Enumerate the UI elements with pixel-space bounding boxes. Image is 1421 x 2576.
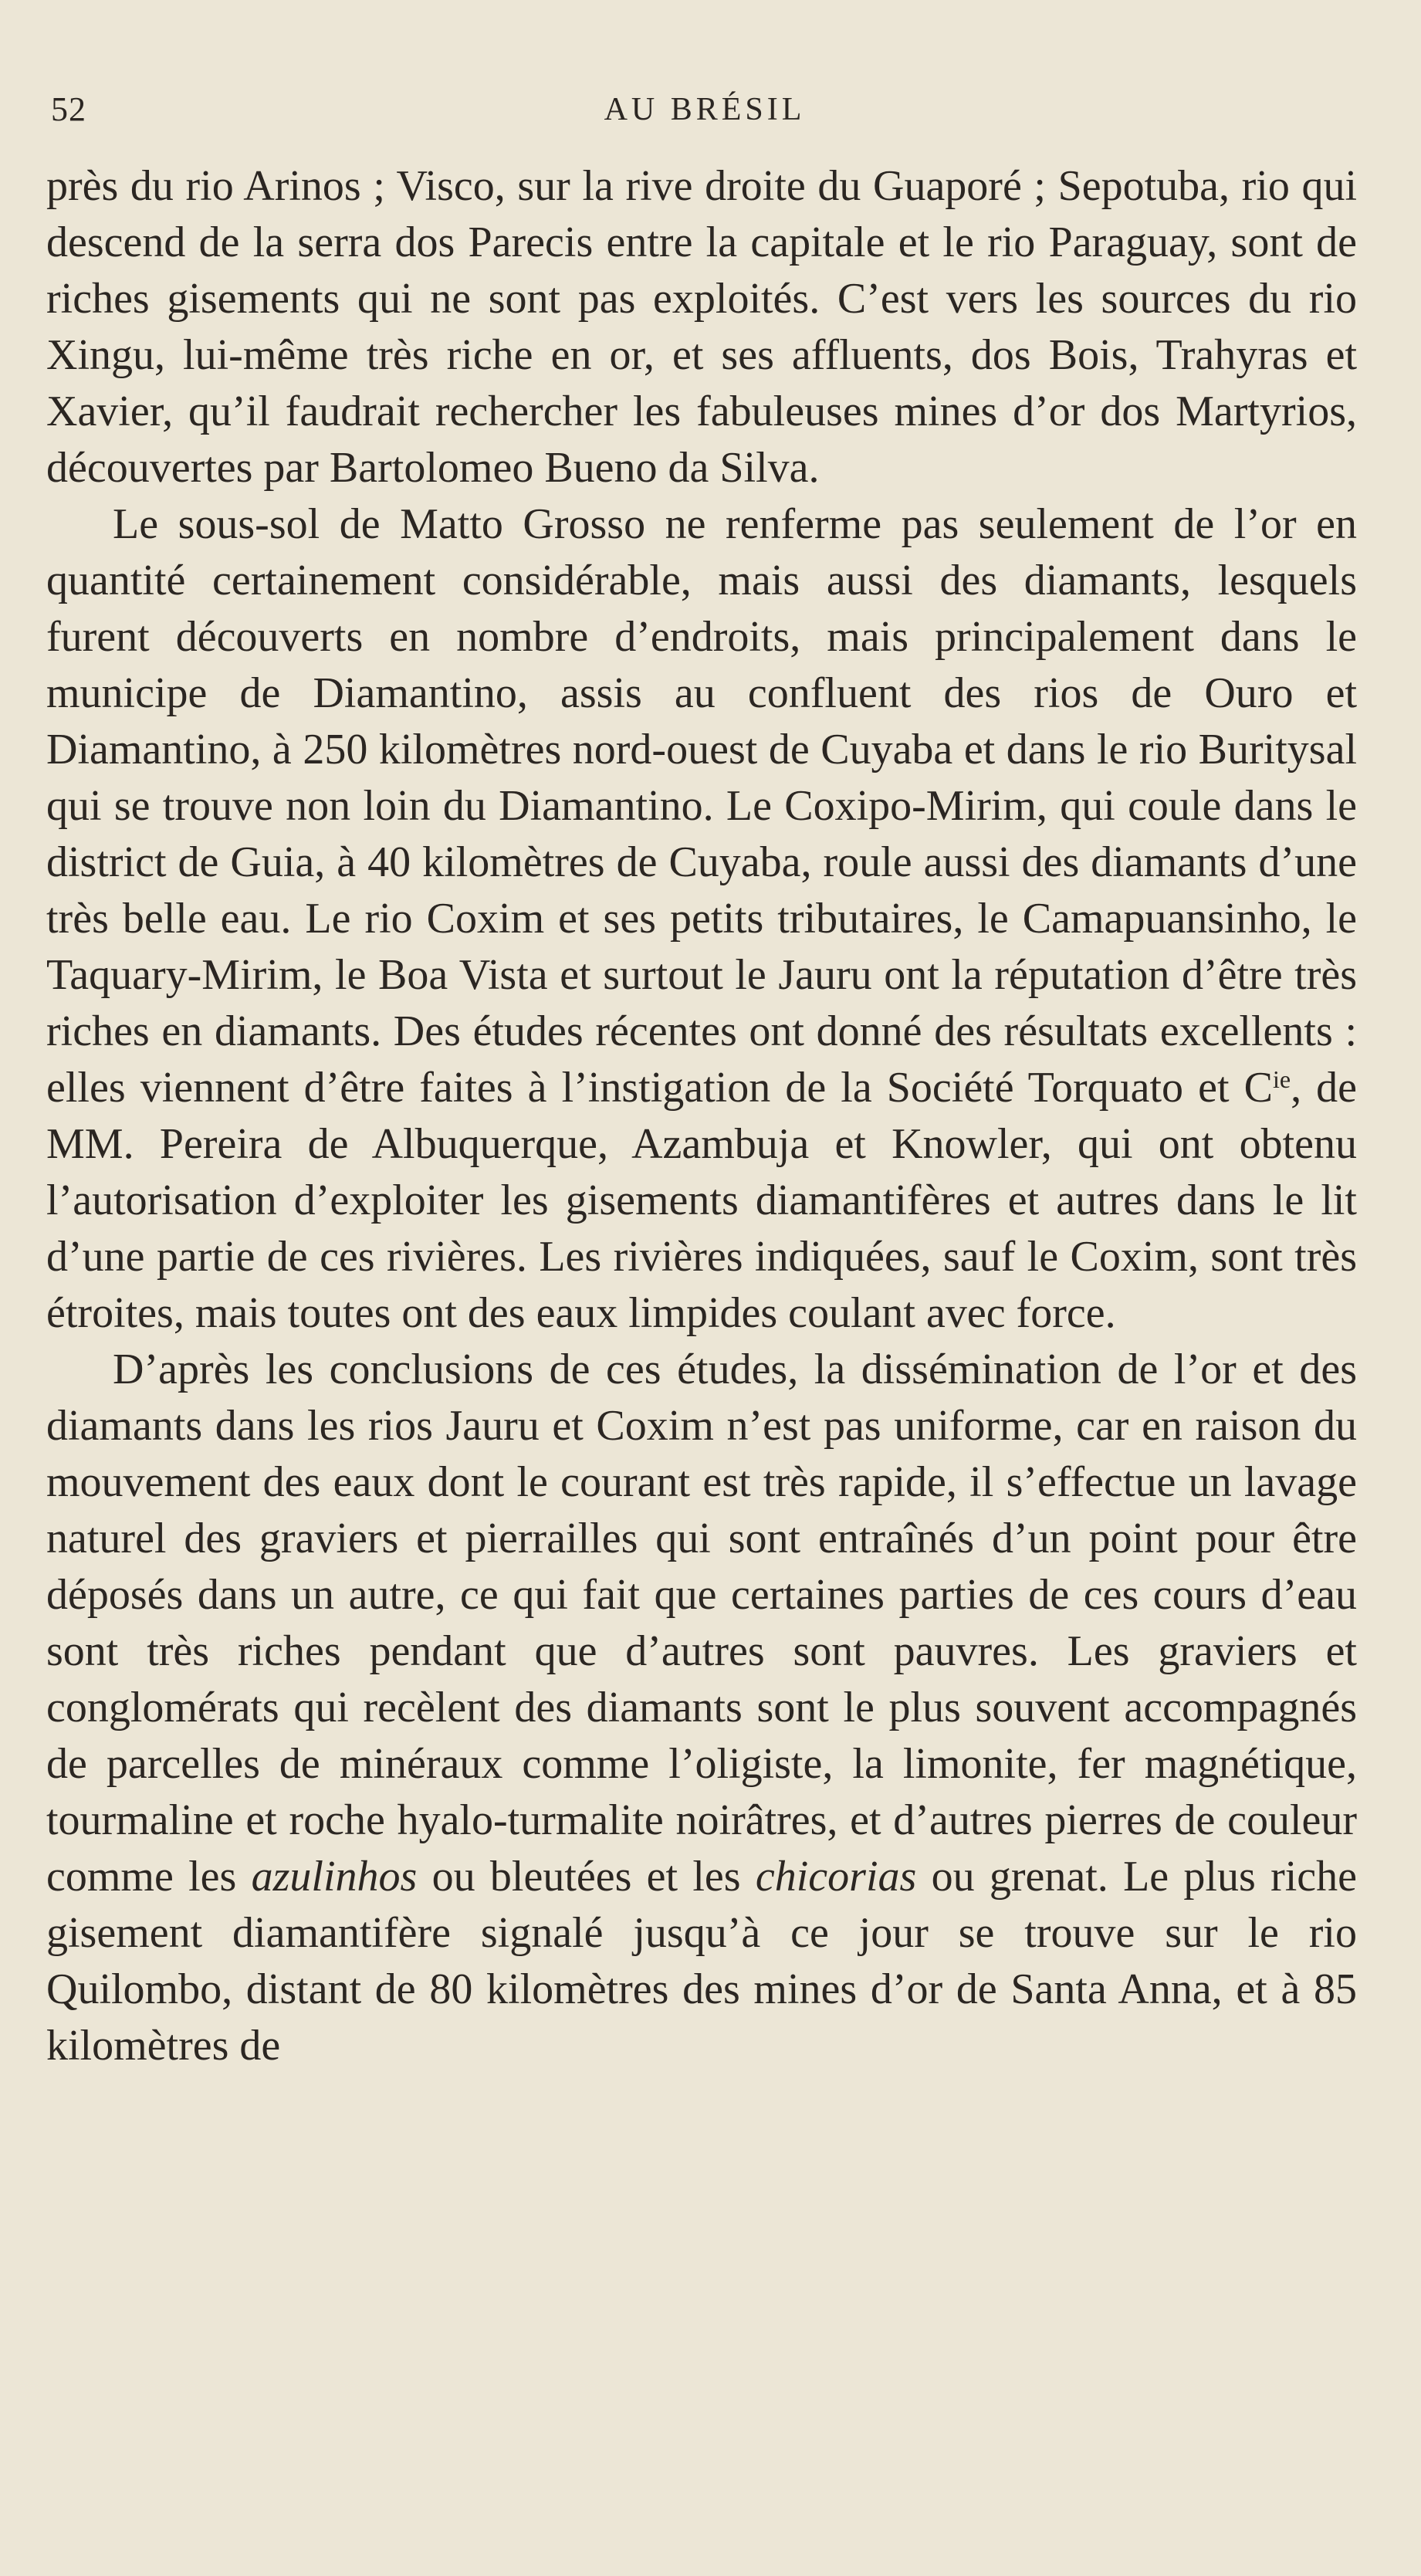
paragraph-1: près du rio Arinos ; Visco, sur la rive droite du Guaporé ; Sepotuba, rio qui descend de la serra dos Parecis entre la capitale et le rio Paraguay, sont de riches gisements qui ne sont pas exploités. C’est vers les sources du rio Xingu, lui-même très riche en or, et ses affluents, dos Bois, Trahyras et Xavier, qu’il faudrait rechercher les fabuleuses mines d’or dos Martyrios, découvertes par Bartolomeo Bueno da Silva.: [46, 162, 1357, 492]
running-title: AU BRÉSIL: [604, 92, 806, 127]
page-header: [46, 83, 1363, 137]
paragraph-3-part-2: ou bleutées et les: [417, 1853, 756, 1901]
page-number: 52: [51, 90, 86, 128]
body-text: [46, 158, 1357, 2074]
paragraph-3-part-1: D’après les conclusions de ces études, la dissémination de l’or et des diamants dans les rios Jauru et Coxim n’est pas uniforme, car en raison du mouvement des eaux dont le courant est très rapide, il s’effectue un lavage naturel des graviers et pierrailles qui sont entraînés d’un point pour être déposés dans un autre, ce qui fait que certaines parties de ces cours d’eau sont très riches pendant que d’autres sont pauvres. Les graviers et conglomérats qui recèlent des diamants sont le plus souvent accompagnés de parcelles de minéraux comme l’oligiste, la limonite, fer magnétique, tourmaline et roche hyalo-turmalite noirâtres, et d’autres pierres de couleur comme les: [46, 1346, 1357, 1901]
italic-term-chicorias: chicorias: [755, 1853, 917, 1901]
paragraph-3: [46, 1342, 1357, 2074]
italic-term-azulinhos: azulinhos: [251, 1853, 418, 1901]
paragraph-3-part-3: ou grenat. Le plus riche gisement diamantifère signalé jusqu’à ce jour se trouve sur le rio Quilombo, distant de 80 kilomètres des mines d’or de Santa Anna, et à 85 kilomètres de: [46, 1853, 1357, 2070]
paragraph-2-part-1: Le sous-sol de Matto Grosso ne renferme pas seulement de l’or en quantité certainement considérable, mais aussi des diamants, lesquels furent découverts en nombre d’endroits, mais principalement dans le municipe de Diamantino, assis au confluent des rios de Ouro et Diamantino, à 250 kilomètres nord-ouest de Cuyaba et dans le rio Buritysal qui se trouve non loin du Diamantino. Le Coxipo-Mirim, qui coule dans le district de Guia, à 40 kilomètres de Cuyaba, roule aussi des diamants d’une très belle eau. Le rio Coxim et ses petits tributaires, le Camapuansinho, le Taquary-Mirim, le Boa Vista et surtout le Jauru ont la réputation d’être très riches en diamants. Des études récentes ont donné des résultats excellents : elles viennent d’être faites à l’instigation de la Société Torquato et C: [46, 500, 1357, 1112]
paragraph-2-part-2: , de MM. Pereira de Albuquerque, Azambuja et Knowler, qui ont obtenu l’autorisation d’exploiter les gisements diamantifères et autres dans le lit d’une partie de ces rivières. Les rivières indiquées, sauf le Coxim, sont très étroites, mais toutes ont des eaux limpides coulant avec force.: [46, 1064, 1358, 1337]
paragraph-2: [46, 496, 1357, 1342]
company-abbreviation-superscript: ie: [1272, 1065, 1291, 1093]
